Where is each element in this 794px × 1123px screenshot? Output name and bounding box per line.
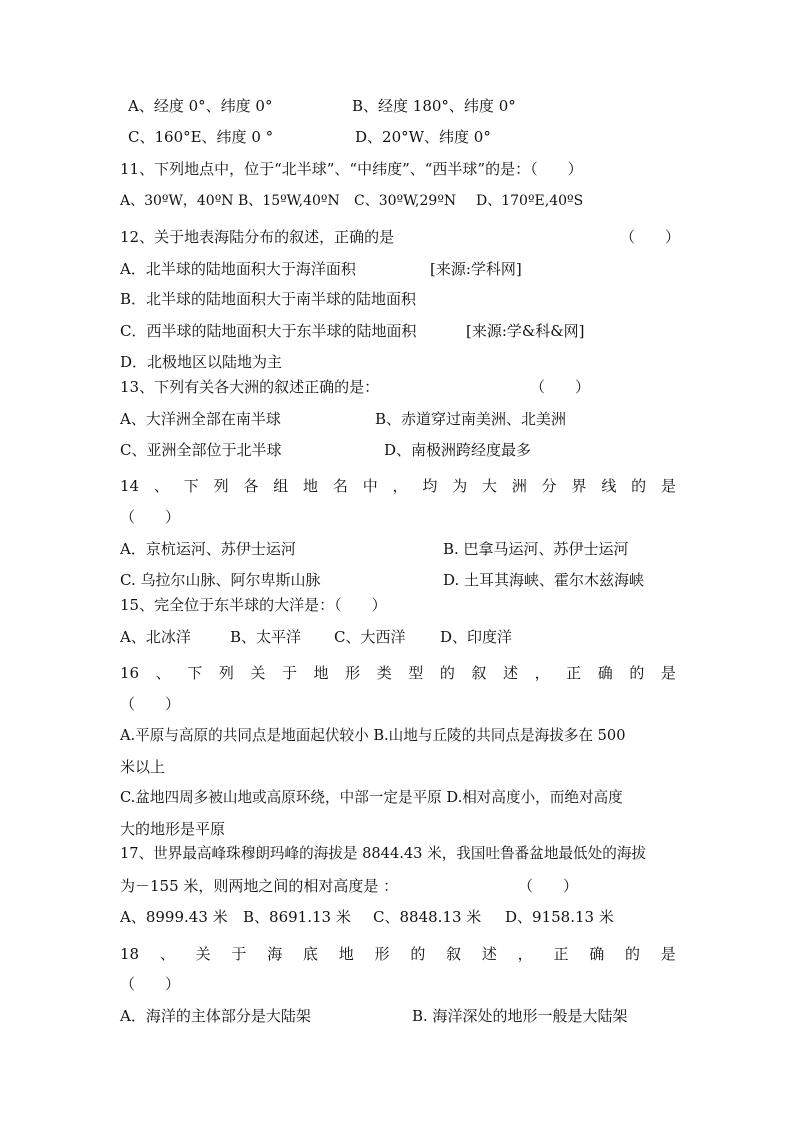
q11-option-c: C、30ºW,29ºN: [354, 193, 457, 209]
q14-stem-char: 中: [362, 477, 378, 495]
q10-option-b: B、经度 180°、纬度 0°: [352, 97, 516, 115]
q16-options-ab: A.平原与高原的共同点是地面起伏较小 B.山地与丘陵的共同点是海拔多在 500: [120, 727, 626, 744]
q14-stem-char: 组: [273, 477, 289, 495]
q14-stem-char: 均: [422, 477, 438, 495]
q16-stem-char: 形: [345, 664, 361, 682]
q14-stem-char: 14: [120, 477, 140, 495]
q17-option-c: C、8848.13 米: [373, 908, 482, 926]
q16-stem-char: 地: [313, 664, 329, 682]
q18-answer-paren: （ ）: [120, 975, 181, 993]
q16-options-cd-cont: 大的地形是平原: [120, 820, 226, 838]
q14-stem-char: 线: [601, 477, 617, 495]
q16-stem-char: ，: [534, 664, 550, 682]
q18-stem-char: 地: [338, 945, 354, 963]
q14-stem-char: ，: [392, 477, 408, 495]
q18-stem-char: 正: [553, 945, 569, 963]
q16-stem-char: 于: [281, 664, 297, 682]
q16-options-cd: C.盆地四周多被山地或高原环绕，中部一定是平原 D.相对高度小，而绝对高度: [120, 789, 623, 806]
q16-stem-char: 述: [503, 664, 519, 682]
q15-option-c: C、大西洋: [334, 628, 406, 646]
q14-stem-char: 的: [631, 477, 647, 495]
q14-option-b: B. 巴拿马运河、苏伊士运河: [443, 540, 629, 558]
q12-source-note-1: [来源:学科网]: [430, 260, 522, 278]
q14-stem-char: 各: [243, 477, 259, 495]
q16-stem-char: 型: [408, 664, 424, 682]
q16-stem-char: 下: [187, 664, 203, 682]
q18-stem-char: ，: [517, 945, 533, 963]
q13-option-c: C、亚洲全部位于北半球: [120, 441, 282, 459]
q12-option-c: C．西半球的陆地面积大于东半球的陆地面积: [120, 322, 417, 340]
q18-stem-char: 形: [374, 945, 390, 963]
q17-answer-paren: （ ）: [518, 877, 579, 895]
q16-stem-char: 的: [439, 664, 455, 682]
q16-stem: [120, 664, 676, 682]
q16-stem-char: 是: [660, 664, 676, 682]
q15-option-b: B、太平洋: [230, 628, 302, 646]
q16-stem-char: 关: [250, 664, 266, 682]
q14-stem-char: 分: [541, 477, 557, 495]
q18-stem-char: 底: [302, 945, 318, 963]
q14-answer-paren: （ ）: [120, 508, 181, 526]
q14-stem-char: 界: [571, 477, 587, 495]
q16-stem-char: 16: [120, 664, 140, 682]
q18-stem-char: 、: [159, 945, 175, 963]
q14-option-d: D. 土耳其海峡、霍尔木兹海峡: [443, 571, 645, 589]
q14-stem-char: 、: [153, 477, 169, 495]
q14-stem-char: 名: [332, 477, 348, 495]
q18-stem-char: 18: [120, 945, 140, 963]
q10-option-a: A、经度 0°、纬度 0°: [128, 97, 273, 115]
q14-option-a: A．京杭运河、苏伊士运河: [120, 540, 296, 558]
q14-stem-char: 下: [183, 477, 199, 495]
q13-option-b: B、赤道穿过南美洲、北美洲: [375, 410, 567, 428]
q14-stem-char: 地: [303, 477, 319, 495]
q12-option-b: B．北半球的陆地面积大于南半球的陆地面积: [120, 290, 417, 308]
q18-stem-char: 是: [660, 945, 676, 963]
q17-option-b: B、8691.13 米: [243, 908, 351, 926]
q18-stem: [120, 945, 676, 963]
q14-stem-char: 洲: [511, 477, 527, 495]
q12-answer-paren: （ ）: [620, 228, 681, 246]
q16-stem-char: 确: [597, 664, 613, 682]
q16-stem-char: 列: [218, 664, 234, 682]
q18-stem-char: 关: [195, 945, 211, 963]
q17-stem-cont: 为－155 米，则两地之间的相对高度是 ：: [120, 877, 399, 895]
q16-stem-char: 正: [566, 664, 582, 682]
q14-stem-char: 大: [482, 477, 498, 495]
q18-stem-char: 海: [267, 945, 283, 963]
q14-stem: [120, 477, 676, 495]
q16-stem-char: 叙: [471, 664, 487, 682]
q11-option-b: B、15ºW,40ºN: [238, 193, 340, 209]
q16-answer-paren: （ ）: [120, 695, 181, 713]
q15-stem: 15、完全位于东半球的大洋是：（ ）: [120, 596, 387, 614]
q17-option-a: A、8999.43 米: [120, 908, 228, 926]
q10-option-d: D、20°W、纬度 0°: [355, 128, 491, 146]
q16-stem-char: 类: [376, 664, 392, 682]
q16-stem-char: 、: [155, 664, 171, 682]
q15-option-a: A、北冰洋: [120, 628, 191, 646]
q13-option-a: A、大洋洲全部在南半球: [120, 410, 281, 428]
q14-option-c: C. 乌拉尔山脉、阿尔卑斯山脉: [120, 571, 321, 589]
q17-stem: 17、世界最高峰珠穆朗玛峰的海拔是 8844.43 米，我国吐鲁番盆地最低处的海拔: [120, 845, 647, 862]
q12-option-d: D．北极地区以陆地为主: [120, 353, 283, 371]
q12-source-note-2: [来源:学&科&网]: [466, 322, 585, 340]
q16-options-ab-cont: 米以上: [120, 758, 166, 776]
q17-option-d: D、9158.13 米: [505, 908, 614, 926]
q18-stem-char: 于: [231, 945, 247, 963]
q13-option-d: D、南极洲跨经度最多: [384, 441, 532, 459]
q11-stem: 11、下列地点中，位于“北半球”、“中纬度”、“西半球”的是：（ ）: [120, 160, 583, 178]
q14-stem-char: 是: [660, 477, 676, 495]
q18-option-b: B. 海洋深处的地形一般是大陆架: [412, 1007, 628, 1025]
q12-stem: 12、关于地表海陆分布的叙述，正确的是: [120, 228, 395, 246]
q18-stem-char: 确: [589, 945, 605, 963]
q13-answer-paren: （ ）: [530, 378, 591, 396]
q18-stem-char: 述: [481, 945, 497, 963]
q18-stem-char: 的: [410, 945, 426, 963]
q11-option-d: D、170ºE,40ºS: [476, 193, 584, 209]
q18-stem-char: 叙: [446, 945, 462, 963]
q10-option-c: C、160°E、纬度 0 °: [128, 128, 274, 146]
q18-stem-char: 的: [625, 945, 641, 963]
q12-option-a: A．北半球的陆地面积大于海洋面积: [120, 260, 356, 278]
q18-option-a: A．海洋的主体部分是大陆架: [120, 1007, 311, 1025]
q11-option-a: A、30ºW，40ºN: [120, 193, 234, 209]
q14-stem-char: 列: [213, 477, 229, 495]
q14-stem-char: 为: [452, 477, 468, 495]
q13-stem: 13、下列有关各大洲的叙述正确的是：: [120, 378, 380, 396]
q16-stem-char: 的: [629, 664, 645, 682]
q15-option-d: D、印度洋: [440, 628, 513, 646]
